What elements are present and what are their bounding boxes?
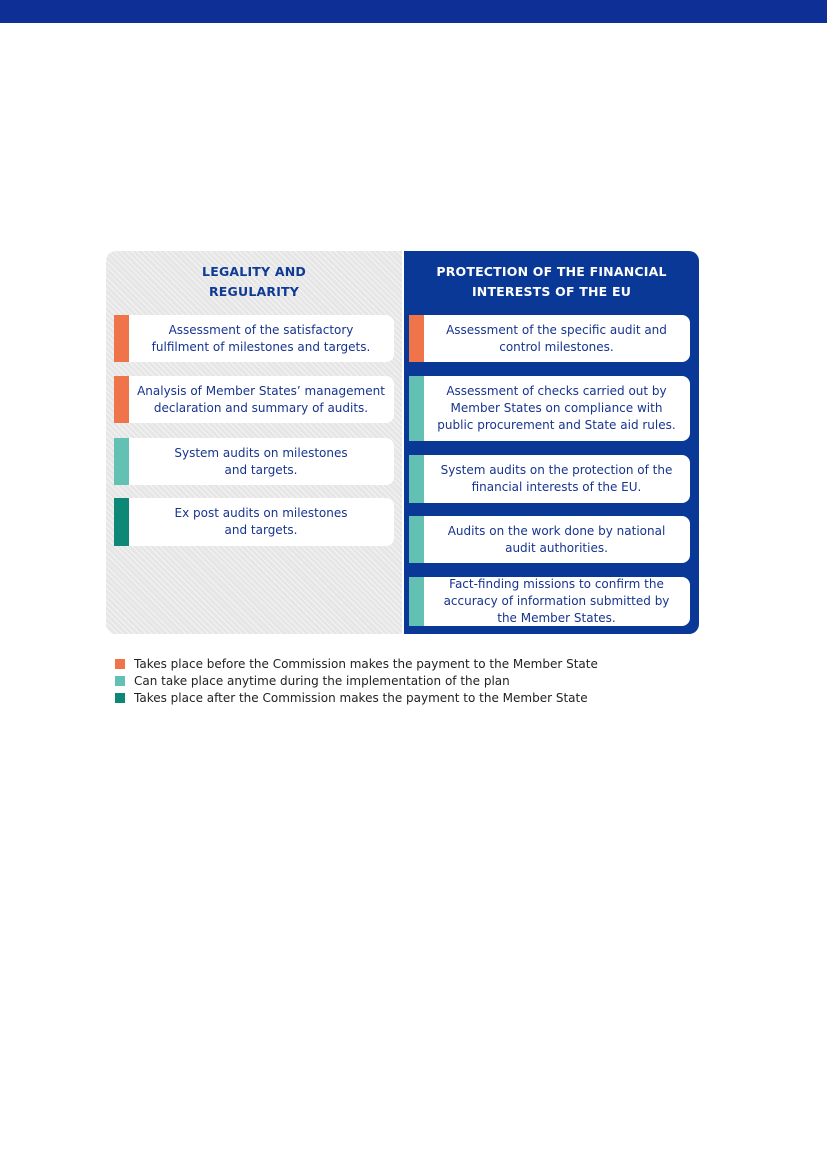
card-ex-post-audits	[114, 498, 394, 546]
timing-before-marker	[409, 315, 424, 362]
legend-label: Takes place before the Commission makes the payment to the Member State	[134, 656, 598, 671]
panel-title-legality: LEGALITY AND REGULARITY	[202, 264, 306, 299]
card-fact-finding-missions	[409, 577, 690, 626]
legend-item-before	[115, 655, 598, 672]
timing-before-marker	[114, 315, 129, 362]
card-management-declaration	[114, 376, 394, 423]
legend-item-after	[115, 689, 598, 706]
legend-label: Takes place after the Commission makes the payment to the Member State	[134, 690, 588, 705]
card-text: Ex post audits on milestones and targets.	[174, 506, 348, 537]
timing-legend	[115, 655, 598, 706]
card-national-audit-authorities	[409, 516, 690, 563]
card-text: Analysis of Member States’ management declaration and summary of audits.	[137, 383, 385, 415]
card-procurement-checks	[409, 376, 690, 441]
timing-anytime-marker	[409, 577, 424, 626]
legend-label: Can take place anytime during the implementation of the plan	[134, 673, 510, 688]
timing-before-marker	[114, 376, 129, 423]
card-specific-audit-milestones	[409, 315, 690, 362]
panel-title-financial-interests: PROTECTION OF THE FINANCIAL INTERESTS OF THE EU	[436, 264, 667, 299]
legend-swatch-anytime	[115, 676, 125, 686]
card-text: Assessment of the specific audit and control milestones.	[446, 322, 667, 354]
financial-interests-panel	[404, 251, 699, 634]
legend-item-anytime	[115, 672, 598, 689]
timing-after-marker	[114, 498, 129, 546]
card-system-audits-milestones	[114, 438, 394, 485]
card-text: Assessment of checks carried out by Member States on compliance with public procurement and State aid rules.	[437, 384, 676, 432]
card-text: Audits on the work done by national audit authorities.	[447, 523, 666, 555]
legend-swatch-before	[115, 659, 125, 669]
card-text: System audits on the protection of the financial interests of the EU.	[440, 463, 673, 494]
card-assessment-milestones	[114, 315, 394, 362]
header-bar	[0, 0, 827, 23]
timing-anytime-marker	[409, 455, 424, 503]
card-text: Fact-finding missions to confirm the accuracy of information submitted by the Member States.	[443, 577, 670, 625]
timing-anytime-marker	[409, 376, 424, 441]
legality-regularity-panel	[106, 251, 402, 634]
card-text: Assessment of the satisfactory fulfilment of milestones and targets.	[151, 322, 371, 354]
timing-anytime-marker	[409, 516, 424, 563]
legend-swatch-after	[115, 693, 125, 703]
timing-anytime-marker	[114, 438, 129, 485]
card-text: System audits on milestones and targets.	[174, 445, 348, 477]
card-system-audits-financial	[409, 455, 690, 503]
